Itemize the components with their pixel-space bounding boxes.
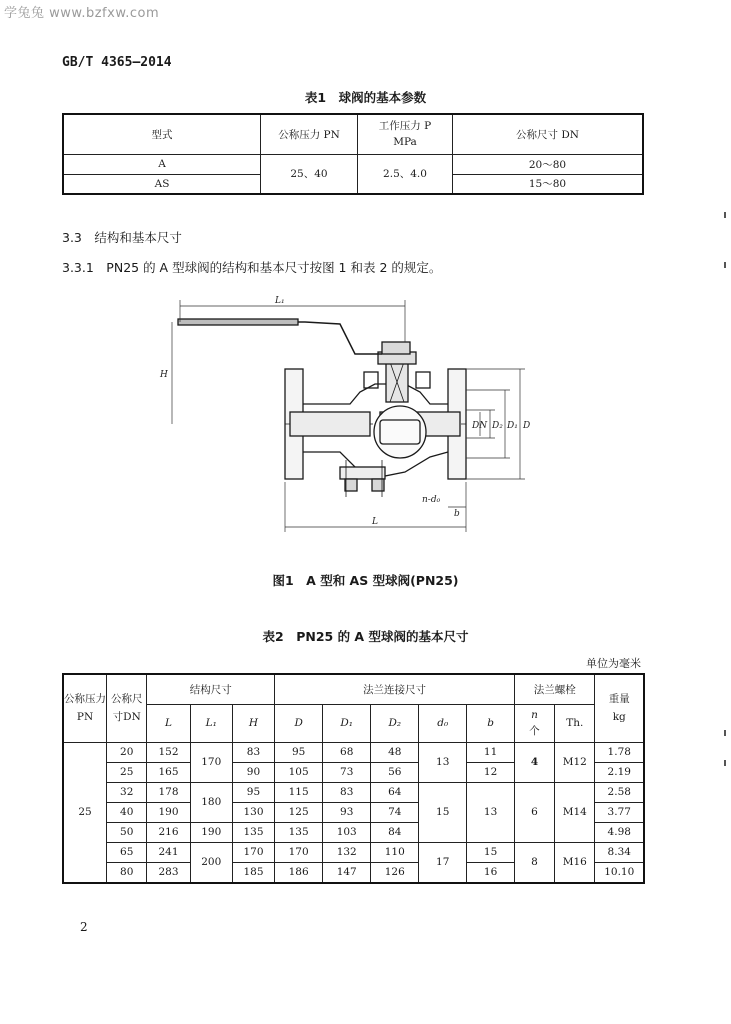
- cell-weight: 1.78: [595, 742, 644, 762]
- table1: [62, 113, 644, 195]
- label-b: b: [454, 509, 460, 519]
- t1-size-as: 15～80: [453, 174, 644, 194]
- cell-l: 283: [147, 862, 190, 883]
- cell-weight: 2.58: [595, 782, 644, 802]
- table1-caption: 表1 球阀的基本参数: [304, 90, 427, 105]
- scan-mark: [724, 262, 726, 268]
- cell-n: 8: [515, 842, 555, 883]
- cell-d: 95: [275, 742, 323, 762]
- label-d2: D₂: [492, 421, 503, 431]
- cell-weight: 2.19: [595, 762, 644, 782]
- cell-l: 165: [147, 762, 190, 782]
- cell-dn: 80: [107, 862, 147, 883]
- table2: [62, 673, 645, 884]
- label-d1: D₁: [507, 421, 518, 431]
- t1-type-as: AS: [63, 174, 261, 194]
- t2-weight-label: 重量: [608, 693, 630, 706]
- t1-header-working-pressure: [358, 114, 453, 154]
- table2-caption: 表2 PN25 的 A 型球阀的基本尺寸: [262, 629, 469, 644]
- t2-header-d: D: [275, 704, 323, 742]
- unit-label: 单位为毫米: [586, 657, 641, 670]
- t2-header-flange: 法兰连接尺寸: [275, 674, 515, 704]
- watermark: 学兔兔 www.bzfxw.com: [4, 6, 160, 21]
- t2-header-h: H: [232, 704, 274, 742]
- section-heading: 3.3 结构和基本尺寸: [62, 230, 182, 245]
- t2-header-n: [515, 704, 555, 742]
- page-number: 2: [80, 920, 88, 934]
- cell-n: 6: [515, 782, 555, 842]
- cell-d0: 17: [419, 842, 467, 883]
- t1-header-dn: 公称尺寸 DN: [453, 114, 644, 154]
- cell-th: M16: [555, 842, 595, 883]
- cell-b: 15: [467, 842, 515, 862]
- cell-d2: 126: [371, 862, 419, 883]
- t2-header-l1: L₁: [190, 704, 232, 742]
- cell-dn: 25: [107, 762, 147, 782]
- cell-l1: 200: [190, 842, 232, 883]
- label-l: L: [372, 517, 378, 527]
- cell-b: 16: [467, 862, 515, 883]
- cell-th: M12: [555, 742, 595, 782]
- t2-n-label: n: [531, 709, 538, 721]
- cell-d2: 48: [371, 742, 419, 762]
- table-row: [63, 782, 644, 802]
- cell-d1: 73: [323, 762, 371, 782]
- t2-header-dn: 公称尺寸DN: [107, 674, 147, 742]
- cell-l: 216: [147, 822, 190, 842]
- t2-header-d0: d₀: [419, 704, 467, 742]
- t2-header-b: b: [467, 704, 515, 742]
- cell-l: 178: [147, 782, 190, 802]
- t2-header-struct: 结构尺寸: [147, 674, 275, 704]
- label-h: H: [160, 370, 168, 380]
- t2-pn-value: 25: [63, 742, 107, 883]
- cell-l: 152: [147, 742, 190, 762]
- table-row: [63, 842, 644, 862]
- cell-b: 12: [467, 762, 515, 782]
- scan-mark: [724, 760, 726, 766]
- t1-header-mpa: MPa: [393, 136, 417, 149]
- cell-d2: 84: [371, 822, 419, 842]
- t2-header-bolt: 法兰螺栓: [515, 674, 595, 704]
- cell-th: M14: [555, 782, 595, 842]
- scan-mark: [724, 212, 726, 218]
- cell-d: 135: [275, 822, 323, 842]
- cell-d0: 13: [419, 742, 467, 782]
- t2-n-unit: 个: [529, 725, 540, 737]
- cell-h: 83: [232, 742, 274, 762]
- t1-size-a: 20～80: [453, 154, 644, 174]
- t1-header-pn: 公称压力 PN: [261, 114, 358, 154]
- cell-l1: 180: [190, 782, 232, 822]
- label-l1: L₁: [275, 296, 285, 306]
- cell-l1: 190: [190, 822, 232, 842]
- t2-weight-unit: kg: [612, 711, 626, 724]
- cell-h: 135: [232, 822, 274, 842]
- cell-h: 130: [232, 802, 274, 822]
- t2-header-th: Th.: [555, 704, 595, 742]
- cell-dn: 20: [107, 742, 147, 762]
- cell-dn: 65: [107, 842, 147, 862]
- cell-d1: 93: [323, 802, 371, 822]
- cell-d2: 56: [371, 762, 419, 782]
- cell-dn: 50: [107, 822, 147, 842]
- cell-d2: 64: [371, 782, 419, 802]
- cell-h: 185: [232, 862, 274, 883]
- table-row: [63, 742, 644, 762]
- cell-h: 95: [232, 782, 274, 802]
- figure1-caption: 图1 A 型和 AS 型球阀(PN25): [272, 573, 459, 588]
- label-nd0: n-d₀: [422, 495, 441, 505]
- cell-d1: 103: [323, 822, 371, 842]
- cell-d1: 83: [323, 782, 371, 802]
- ball-valve-drawing: [150, 292, 550, 542]
- cell-weight: 8.34: [595, 842, 644, 862]
- cell-b: 11: [467, 742, 515, 762]
- t2-header-d2: D₂: [371, 704, 419, 742]
- t1-working-value: 2.5、4.0: [358, 154, 453, 194]
- t1-pn-value: 25、40: [261, 154, 358, 194]
- cell-d2: 110: [371, 842, 419, 862]
- cell-dn: 40: [107, 802, 147, 822]
- cell-d: 170: [275, 842, 323, 862]
- cell-d1: 147: [323, 862, 371, 883]
- standard-number: GB/T 4365—2014: [62, 55, 172, 70]
- cell-l: 241: [147, 842, 190, 862]
- cell-weight: 3.77: [595, 802, 644, 822]
- t2-header-d1: D₁: [323, 704, 371, 742]
- cell-d1: 68: [323, 742, 371, 762]
- cell-d: 105: [275, 762, 323, 782]
- cell-l1: 170: [190, 742, 232, 782]
- t1-type-a: A: [63, 154, 261, 174]
- cell-l: 190: [147, 802, 190, 822]
- cell-d2: 74: [371, 802, 419, 822]
- section-clause: 3.3.1 PN25 的 A 型球阀的结构和基本尺寸按图 1 和表 2 的规定。: [62, 260, 442, 275]
- cell-h: 170: [232, 842, 274, 862]
- t2-header-weight: [595, 674, 644, 742]
- cell-n: 4: [515, 742, 555, 782]
- cell-h: 90: [232, 762, 274, 782]
- t2-header-pn: 公称压力PN: [63, 674, 107, 742]
- t2-header-l: L: [147, 704, 190, 742]
- cell-dn: 32: [107, 782, 147, 802]
- t1-header-type: 型式: [63, 114, 261, 154]
- cell-d1: 132: [323, 842, 371, 862]
- t1-header-p: 工作压力 P: [378, 120, 432, 133]
- cell-d: 115: [275, 782, 323, 802]
- cell-d: 125: [275, 802, 323, 822]
- cell-weight: 4.98: [595, 822, 644, 842]
- scan-mark: [724, 730, 726, 736]
- cell-weight: 10.10: [595, 862, 644, 883]
- cell-d: 186: [275, 862, 323, 883]
- label-d: D: [523, 421, 531, 431]
- cell-b: 13: [467, 782, 515, 842]
- cell-d0: 15: [419, 782, 467, 842]
- label-dn: DN: [472, 421, 488, 431]
